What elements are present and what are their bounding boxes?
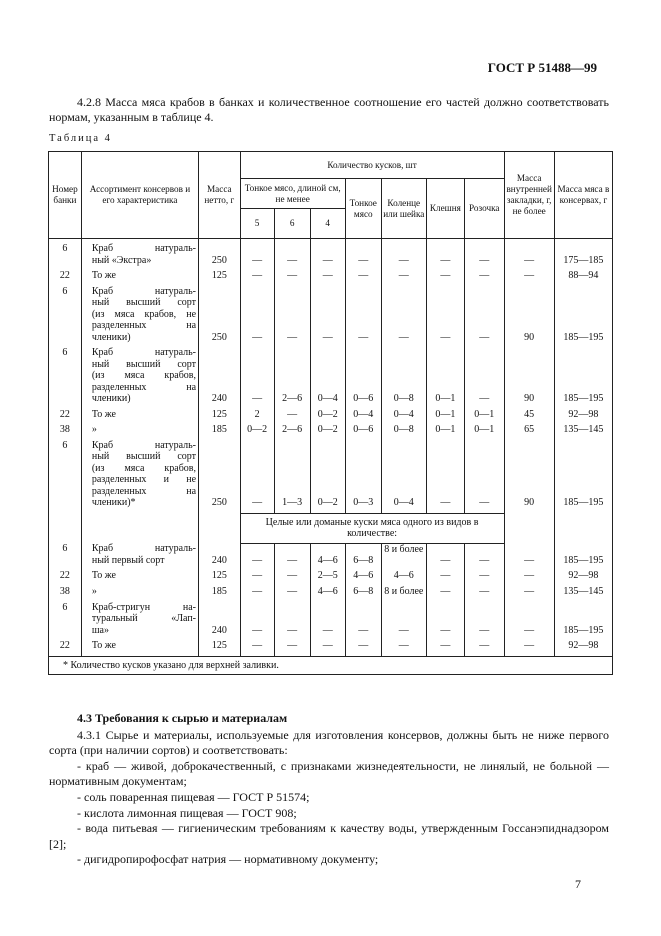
cell-value: 185—195 — [554, 286, 612, 344]
cell-number: 22 — [49, 409, 82, 421]
cell-value: 0—6 — [345, 424, 381, 436]
cell-value: — — [240, 602, 274, 637]
assortment-line: разделенных на — [91, 485, 197, 497]
table-row — [49, 586, 613, 598]
cell-value: — — [345, 270, 381, 282]
col-header-inner-mass: Масса внутренней закладки, г, не более — [504, 152, 554, 239]
cell-number: 6 — [49, 286, 82, 344]
cell-value: — — [426, 602, 464, 637]
col-header-rosette: Розочка — [465, 179, 504, 239]
col-header-len-6: 6 — [274, 209, 310, 239]
cell-value: — — [426, 270, 464, 282]
cell-value: 92—98 — [554, 409, 612, 421]
col-header-thin-meat: Тонкое мясо — [345, 179, 381, 239]
cell-assortment — [81, 543, 198, 566]
col-header-claw: Клешня — [426, 179, 464, 239]
cell-value: 2—5 — [310, 570, 345, 582]
table-row — [49, 570, 613, 582]
section-4-3 — [49, 711, 609, 868]
cell-value: — — [504, 570, 554, 582]
cell-value: 0—4 — [345, 409, 381, 421]
cell-value: 0—1 — [426, 424, 464, 436]
assortment-line: (из мяса крабов, — [91, 370, 197, 381]
cell-value: 0—1 — [465, 409, 504, 421]
table-row — [49, 347, 613, 405]
cell-value: — — [465, 440, 504, 509]
cell-value: — — [381, 270, 426, 282]
cell-value: 250 — [199, 239, 241, 267]
assortment-line: разделенных на — [91, 381, 197, 393]
assortment-line: разделенных на — [91, 320, 197, 331]
cell-value: 0—2 — [310, 424, 345, 436]
cell-value: 125 — [199, 409, 241, 421]
cell-value: 125 — [199, 570, 241, 582]
cell-assortment — [81, 409, 198, 421]
cell-value: — — [465, 586, 504, 598]
cell-value: — — [426, 543, 464, 566]
cell-value: 185—195 — [554, 347, 612, 405]
cell-value: 8 и более — [381, 586, 426, 598]
cell-value: — — [240, 586, 274, 598]
cell-value: — — [310, 640, 345, 652]
cell-number: 6 — [49, 602, 82, 637]
cell-value: 240 — [199, 347, 241, 405]
cell-value: 0—3 — [345, 440, 381, 509]
cell-value: 4—6 — [381, 570, 426, 582]
col-header-piece-count: Количество кусков, шт — [240, 152, 504, 179]
cell-value: — — [274, 640, 310, 652]
cell-value: 0—6 — [345, 347, 381, 405]
cell-value: 0—1 — [426, 409, 464, 421]
assortment-line: членики)* — [91, 497, 136, 508]
cell-value: — — [240, 440, 274, 509]
cell-value: — — [381, 286, 426, 344]
table-row — [49, 640, 613, 652]
col-header-knee: Коленце или шейка — [381, 179, 426, 239]
table-caption: Таблица 4 — [49, 133, 112, 144]
cell-assortment — [81, 286, 198, 344]
cell-value: — — [345, 239, 381, 267]
assortment-line: Краб натураль- — [91, 439, 197, 451]
cell-value: 88—94 — [554, 270, 612, 282]
assortment-line: ный первый сорт — [91, 554, 165, 566]
cell-value: 0—1 — [465, 424, 504, 436]
crab-meat-table — [48, 151, 613, 675]
cell-value: — — [381, 239, 426, 267]
cell-value: — — [465, 543, 504, 566]
col-header-len-4: 4 — [310, 209, 345, 239]
cell-value: 65 — [504, 424, 554, 436]
cell-value: — — [504, 239, 554, 267]
cell-assortment — [81, 270, 198, 282]
cell-value: 0—2 — [310, 440, 345, 509]
cell-value: — — [240, 286, 274, 344]
cell-value: — — [465, 347, 504, 405]
cell-value: — — [426, 239, 464, 267]
cell-value: — — [465, 602, 504, 637]
cell-value: — — [310, 286, 345, 344]
cell-value: — — [426, 440, 464, 509]
section-heading: 4.3 Требования к сырью и материалам — [77, 711, 288, 725]
cell-value: 0—4 — [381, 409, 426, 421]
cell-value: 0—4 — [310, 347, 345, 405]
cell-assortment — [81, 440, 198, 509]
cell-value: 6—8 — [345, 586, 381, 598]
cell-value: — — [426, 286, 464, 344]
cell-value: — — [274, 286, 310, 344]
col-header-meat-mass: Масса мяса в консервах, г — [554, 152, 612, 239]
cell-value: — — [240, 270, 274, 282]
cell-value: 0—2 — [310, 409, 345, 421]
assortment-line: ный высший сорт — [91, 297, 197, 308]
list-item: - дигидропирофосфат натрия — нормативному документу; — [77, 852, 379, 867]
cell-number: 6 — [49, 543, 82, 566]
cell-value: 185—195 — [554, 543, 612, 566]
table-footnote: * Количество кусков указано для верхней заливки. — [49, 656, 613, 675]
cell-value: — — [345, 602, 381, 637]
cell-value: — — [465, 640, 504, 652]
cell-assortment — [81, 602, 198, 637]
cell-value: — — [381, 602, 426, 637]
cell-assortment — [81, 239, 198, 267]
assortment-line: » — [91, 585, 97, 597]
cell-value: 240 — [199, 543, 241, 566]
cell-value: 135—145 — [554, 586, 612, 598]
cell-number: 6 — [49, 347, 82, 405]
cell-value: — — [310, 239, 345, 267]
cell-value: — — [345, 640, 381, 652]
cell-value: 6—8 — [345, 543, 381, 566]
table-row — [49, 602, 613, 637]
paragraph: 4.3.1 Сырье и материалы, используемые для изготовления консервов, должны быть не ниже первого сорта (при наличии сортов) и соответствовать: — [49, 727, 609, 758]
cell-value: 90 — [504, 286, 554, 344]
cell-value: — — [426, 586, 464, 598]
col-header-thin-meat-length: Тонкое мясо, длиной см, не менее — [240, 179, 345, 209]
list-item: - вода питьевая — гигиеническим требованиям к качеству воды, утвержденным Госсанэпиднадзором [2]; — [49, 821, 609, 851]
cell-value: 250 — [199, 286, 241, 344]
assortment-line: Краб натураль- — [91, 543, 197, 554]
cell-value: — — [310, 270, 345, 282]
assortment-line: (из мяса крабов, — [91, 462, 197, 474]
cell-value: 0—2 — [240, 424, 274, 436]
page-number: 7 — [575, 877, 581, 891]
cell-number: 38 — [49, 424, 82, 436]
cell-value: 90 — [504, 440, 554, 509]
cell-value: — — [504, 602, 554, 637]
document-code: ГОСТ Р 51488—99 — [487, 60, 597, 75]
cell-value: 8 и более — [381, 543, 426, 566]
assortment-line: Краб натураль- — [91, 285, 197, 297]
assortment-line: Краб натураль- — [91, 347, 197, 358]
cell-assortment — [81, 570, 198, 582]
cell-value: 2 — [240, 409, 274, 421]
cell-value: 250 — [199, 440, 241, 509]
cell-value: 92—98 — [554, 640, 612, 652]
cell-value: 2—6 — [274, 347, 310, 405]
cell-value: 135—145 — [554, 424, 612, 436]
cell-value: — — [274, 270, 310, 282]
cell-value: — — [240, 239, 274, 267]
table-row — [49, 270, 613, 282]
cell-value: — — [465, 570, 504, 582]
table-row — [49, 440, 613, 509]
assortment-line: ша» — [91, 624, 109, 636]
cell-value: — — [465, 286, 504, 344]
assortment-line: разделенных и не — [91, 474, 197, 485]
table-row — [49, 239, 613, 267]
cell-value: — — [345, 286, 381, 344]
cell-number: 38 — [49, 586, 82, 598]
cell-value: 4—6 — [310, 543, 345, 566]
table-section-row — [49, 513, 613, 543]
col-header-net-mass: Масса нетто, г — [199, 152, 241, 239]
cell-value: 0—1 — [426, 347, 464, 405]
table-row — [49, 543, 613, 566]
cell-assortment — [81, 424, 198, 436]
cell-value: 0—8 — [381, 424, 426, 436]
cell-value: — — [274, 586, 310, 598]
cell-value: — — [504, 270, 554, 282]
cell-value: — — [426, 570, 464, 582]
cell-value: 90 — [504, 347, 554, 405]
assortment-line: ный высший сорт — [91, 451, 197, 462]
assortment-line: Краб-стригун на- — [91, 601, 197, 613]
assortment-line: членики) — [91, 331, 131, 343]
cell-value: 185 — [199, 586, 241, 598]
section-note: Целые или доманые куски мяса одного из видов в количестве: — [240, 513, 504, 543]
cell-value: — — [274, 602, 310, 637]
cell-value: 92—98 — [554, 570, 612, 582]
cell-value: 0—8 — [381, 347, 426, 405]
cell-value: — — [240, 347, 274, 405]
cell-value: 4—6 — [310, 586, 345, 598]
assortment-line: (из мяса крабов, не — [91, 308, 197, 320]
cell-value: 4—6 — [345, 570, 381, 582]
assortment-line: ный «Экстра» — [91, 254, 152, 266]
cell-value: 125 — [199, 270, 241, 282]
cell-value: — — [240, 640, 274, 652]
list-item: - соль поваренная пищевая — ГОСТ Р 51574; — [77, 789, 310, 804]
table-row — [49, 286, 613, 344]
list-item: - краб — живой, доброкачественный, с признаками жизнедеятельности, не линялый, не больной — нормативным документам; — [49, 758, 609, 789]
col-header-assortment: Ассортимент консервов и его характеристика — [81, 152, 198, 239]
assortment-line: » — [91, 424, 97, 435]
cell-value: — — [381, 640, 426, 652]
cell-number: 22 — [49, 570, 82, 582]
cell-value: — — [504, 640, 554, 652]
cell-number: 6 — [49, 239, 82, 267]
list-item: - кислота лимонная пищевая — ГОСТ 908; — [77, 805, 297, 820]
assortment-line: То же — [91, 640, 116, 651]
cell-assortment — [81, 347, 198, 405]
col-header-len-5: 5 — [240, 209, 274, 239]
table-row — [49, 409, 613, 421]
table-row — [49, 424, 613, 436]
assortment-line: То же — [91, 408, 116, 420]
col-header-number: Номер банки — [49, 152, 82, 239]
cell-number: 22 — [49, 270, 82, 282]
cell-value: 185 — [199, 424, 241, 436]
cell-number: 22 — [49, 640, 82, 652]
cell-value: — — [274, 239, 310, 267]
cell-value: — — [274, 409, 310, 421]
intro-paragraph: 4.2.8 Масса мяса крабов в банках и количественное соотношение его частей должно соответствовать нормам, указанным в таблице 4. — [49, 95, 609, 124]
cell-number: 6 — [49, 440, 82, 509]
assortment-line: То же — [91, 570, 116, 581]
cell-value: 240 — [199, 602, 241, 637]
assortment-line: То же — [91, 270, 116, 281]
cell-value: 0—4 — [381, 440, 426, 509]
cell-value: 125 — [199, 640, 241, 652]
cell-value: — — [426, 640, 464, 652]
cell-assortment — [81, 640, 198, 652]
cell-value: 1—3 — [274, 440, 310, 509]
cell-value: — — [310, 602, 345, 637]
cell-value: — — [465, 270, 504, 282]
cell-value: 185—195 — [554, 602, 612, 637]
cell-value: 185—195 — [554, 440, 612, 509]
cell-value: — — [240, 570, 274, 582]
cell-value: — — [504, 543, 554, 566]
cell-value: 45 — [504, 409, 554, 421]
cell-value: — — [240, 543, 274, 566]
cell-value: 175—185 — [554, 239, 612, 267]
cell-value: 2—6 — [274, 424, 310, 436]
cell-value: — — [274, 570, 310, 582]
cell-value: — — [465, 239, 504, 267]
assortment-line: туральный «Лап- — [91, 613, 197, 624]
cell-value: — — [504, 586, 554, 598]
assortment-line: Краб натураль- — [91, 243, 197, 254]
cell-assortment — [81, 586, 198, 598]
cell-value: — — [274, 543, 310, 566]
assortment-line: членики) — [91, 393, 131, 404]
assortment-line: ный высший сорт — [91, 358, 197, 370]
